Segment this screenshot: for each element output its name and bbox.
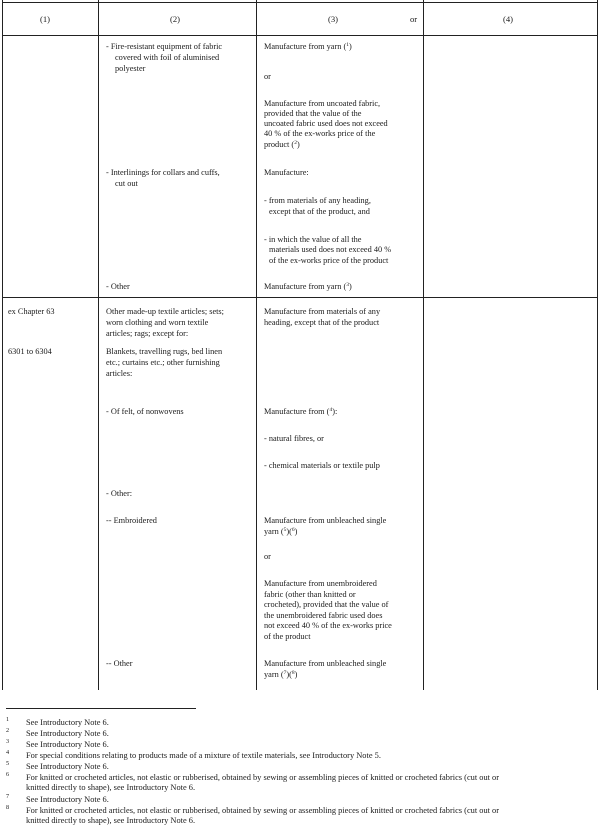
from-materials-2: except that of the product, and	[269, 207, 370, 216]
from-materials-1: - from materials of any heading,	[264, 196, 371, 205]
value-clause-3: of the ex-works price of the product	[269, 256, 389, 265]
interlinings-desc-1: - Interlinings for collars and cuffs,	[106, 168, 220, 177]
or-label-1: or	[264, 72, 271, 81]
header-or: or	[410, 14, 418, 24]
footnote-separator	[6, 708, 196, 709]
blankets-desc-3: articles:	[106, 369, 133, 378]
made-up-rule-2: heading, except that of the product	[264, 318, 380, 327]
header-col2: (2)	[170, 14, 181, 24]
code-ex-chapter-63: ex Chapter 63	[8, 307, 55, 316]
other-rule: Manufacture from yarn ($^3$)	[264, 282, 352, 291]
fire-resistant-desc-1: - Fire-resistant equipment of fabric	[106, 42, 223, 51]
fire-resistant-desc-3: polyester	[115, 64, 146, 73]
other-double-dash-rule-1: Manufacture from unbleached single	[264, 659, 387, 668]
other-double-dash-rule-2: yarn ($^7$)($^8$)	[264, 670, 298, 679]
uncoated-rule-3: uncoated fabric used does not exceed	[264, 119, 388, 128]
table-border-left	[2, 0, 3, 690]
footnote-1-number: 1	[6, 716, 10, 723]
header-col3: (3)	[328, 14, 339, 24]
value-clause-2: materials used does not exceed 40 %	[269, 245, 392, 254]
other-double-dash-desc: -- Other	[106, 659, 133, 668]
unembroidered-rule-2: fabric (other than knitted or	[264, 590, 356, 599]
felt-desc: - Of felt, of nonwovens	[106, 407, 184, 416]
footnote-6-text-line-2: knitted directly to shape), see Introductory Note 6.	[26, 783, 196, 792]
footnote-1-text: See Introductory Note 6.	[26, 718, 109, 727]
table-border-right	[597, 0, 598, 690]
footnote-8-text-line-2: knitted directly to shape), see Introductory Note 6.	[26, 816, 196, 825]
header-col4: (4)	[503, 14, 514, 24]
uncoated-rule-4: 40 % of the ex-works price of the	[264, 129, 376, 138]
made-up-desc-1: Other made-up textile articles; sets;	[106, 307, 224, 316]
row-divider	[2, 297, 598, 298]
uncoated-rule-2: provided that the value of the	[264, 109, 362, 118]
table-top-rule	[2, 2, 598, 3]
column-divider-2	[256, 0, 257, 690]
footnote-5-text: See Introductory Note 6.	[26, 762, 109, 771]
unembroidered-rule-3: crocheted), provided that the value of	[264, 600, 389, 609]
value-clause-1: - in which the value of all the	[264, 235, 362, 244]
made-up-desc-2: worn clothing and worn textile	[106, 318, 209, 327]
unembroidered-rule-4: the unembroidered fabric used does	[264, 611, 383, 620]
header-rule	[2, 35, 598, 36]
interlinings-desc-2: cut out	[115, 179, 138, 188]
footnote-6-text-line-1: For knitted or crocheted articles, not elastic or rubberised, obtained by sewing or assembling pieces of knitted or crocheted fabrics (cut out or	[26, 773, 500, 782]
other-colon-desc: - Other:	[106, 489, 133, 498]
manufacture-label: Manufacture:	[264, 168, 309, 177]
fire-resistant-desc-2: covered with foil of aluminised	[115, 53, 220, 62]
embroidered-rule-2: yarn ($^5$)($^6$)	[264, 527, 298, 536]
made-up-desc-3: articles; rags; except for:	[106, 329, 189, 338]
felt-rule: Manufacture from ($^4$):	[264, 407, 338, 416]
other-desc: - Other	[106, 282, 130, 291]
or-label-2: or	[264, 552, 271, 561]
unembroidered-rule-1: Manufacture from unembroidered	[264, 579, 377, 588]
uncoated-rule-1: Manufacture from uncoated fabric,	[264, 99, 381, 108]
footnote-4-text: For special conditions relating to products made of a mixture of textile materials, see Introductory Note 5.	[26, 751, 381, 760]
uncoated-rule-5: product ($^2$)	[264, 140, 300, 149]
column-divider-3	[423, 0, 424, 690]
footnote-5-number: 5	[6, 760, 10, 767]
code-6301-6304: 6301 to 6304	[8, 347, 52, 356]
embroidered-desc: -- Embroidered	[106, 516, 157, 525]
chemical-materials: - chemical materials or textile pulp	[264, 461, 380, 470]
unembroidered-rule-5: not exceed 40 % of the ex-works price	[264, 621, 392, 630]
footnote-6-number: 6	[6, 771, 10, 778]
footnote-8-text-line-1: For knitted or crocheted articles, not elastic or rubberised, obtained by sewing or assembling pieces of knitted or crocheted fabrics (cut out or	[26, 806, 500, 815]
blankets-desc-2: etc.; curtains etc.; other furnishing	[106, 358, 220, 367]
header-col1: (1)	[40, 14, 51, 24]
footnote-2-number: 2	[6, 727, 10, 734]
footnote-3-text: See Introductory Note 6.	[26, 740, 109, 749]
made-up-rule-1: Manufacture from materials of any	[264, 307, 381, 316]
column-divider-1	[98, 0, 99, 690]
footnote-7-number: 7	[6, 793, 10, 800]
embroidered-rule-1: Manufacture from unbleached single	[264, 516, 387, 525]
fire-resistant-rule: Manufacture from yarn ($^1$)	[264, 42, 352, 51]
natural-fibres: - natural fibres, or	[264, 434, 324, 443]
blankets-desc-1: Blankets, travelling rugs, bed linen	[106, 347, 223, 356]
footnote-2-text: See Introductory Note 6.	[26, 729, 109, 738]
footnote-4-number: 4	[6, 749, 10, 756]
footnote-7-text: See Introductory Note 6.	[26, 795, 109, 804]
footnote-3-number: 3	[6, 738, 10, 745]
footnote-8-number: 8	[6, 804, 10, 811]
unembroidered-rule-6: of the product	[264, 632, 311, 641]
